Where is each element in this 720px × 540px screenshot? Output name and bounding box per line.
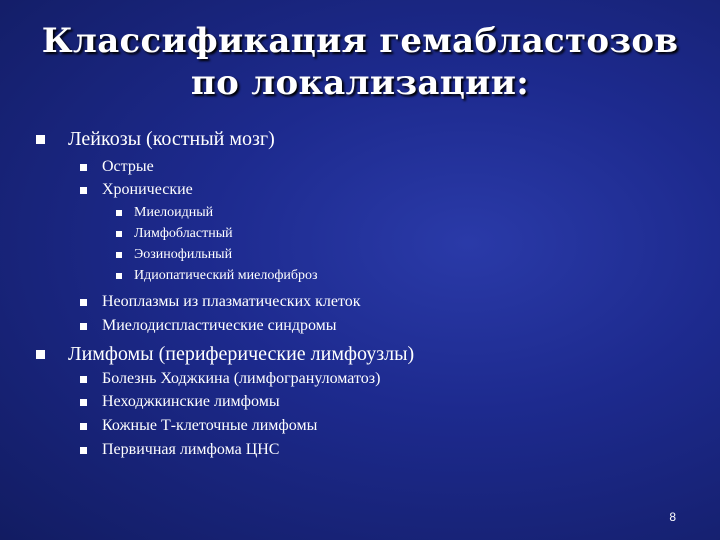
list-item-text: Эозинофильный [134,247,233,262]
list-item-text: Лейкозы (костный мозг) [68,128,275,150]
list-item-myelodysplastic [80,316,337,336]
list-item-chronic [80,180,193,200]
list-item-eosinophilic [116,246,232,264]
list-item-text: Болезнь Ходжкина (лимфогрануломатоз) [102,370,381,387]
slide-title-line-1: Классификация гемабластозов [41,21,679,61]
list-item-myeloid [116,204,213,222]
square-bullet-icon [36,135,45,144]
list-item-text: Первичная лимфома ЦНС [102,441,280,458]
list-item-cutaneous-t-cell [80,416,317,436]
square-bullet-icon [116,273,122,279]
list-item-plasma-cell-neoplasms [80,292,361,312]
square-bullet-icon [80,447,87,454]
square-bullet-icon [80,376,87,383]
slide-title [40,20,680,104]
square-bullet-icon [80,423,87,430]
list-item-text: Хронические [102,181,193,198]
square-bullet-icon [116,252,122,258]
square-bullet-icon [80,164,87,171]
list-item-text: Лимфомы (периферические лимфоузлы) [68,343,415,365]
square-bullet-icon [80,323,87,330]
list-item-text: Лимфобластный [134,226,233,241]
page-number: 8 [669,510,676,524]
list-item-text: Кожные Т-клеточные лимфомы [102,417,318,434]
square-bullet-icon [116,231,122,237]
list-item-text: Неходжкинские лимфомы [102,393,280,410]
list-item-cns-lymphoma [80,440,279,460]
slide-title-line-2: по локализации: [190,63,530,103]
list-item-myelofibrosis [116,267,318,285]
square-bullet-icon [36,350,45,359]
list-item-text: Миелоидный [134,205,214,220]
list-item-text: Острые [102,158,154,175]
square-bullet-icon [116,210,122,216]
list-item-acute [80,157,154,177]
square-bullet-icon [80,187,87,194]
list-item-text: Миелодиспластические синдромы [102,317,337,334]
list-item-non-hodgkin [80,392,280,412]
list-item-hodgkin [80,369,380,389]
square-bullet-icon [80,299,87,306]
square-bullet-icon [80,399,87,406]
list-item-text: Неоплазмы из плазматических клеток [102,293,361,310]
list-item-lymphomas [36,342,414,366]
list-item-text: Идиопатический миелофиброз [134,268,318,283]
list-item-lymphoblastic [116,225,233,243]
list-item-leukemia [36,127,275,151]
